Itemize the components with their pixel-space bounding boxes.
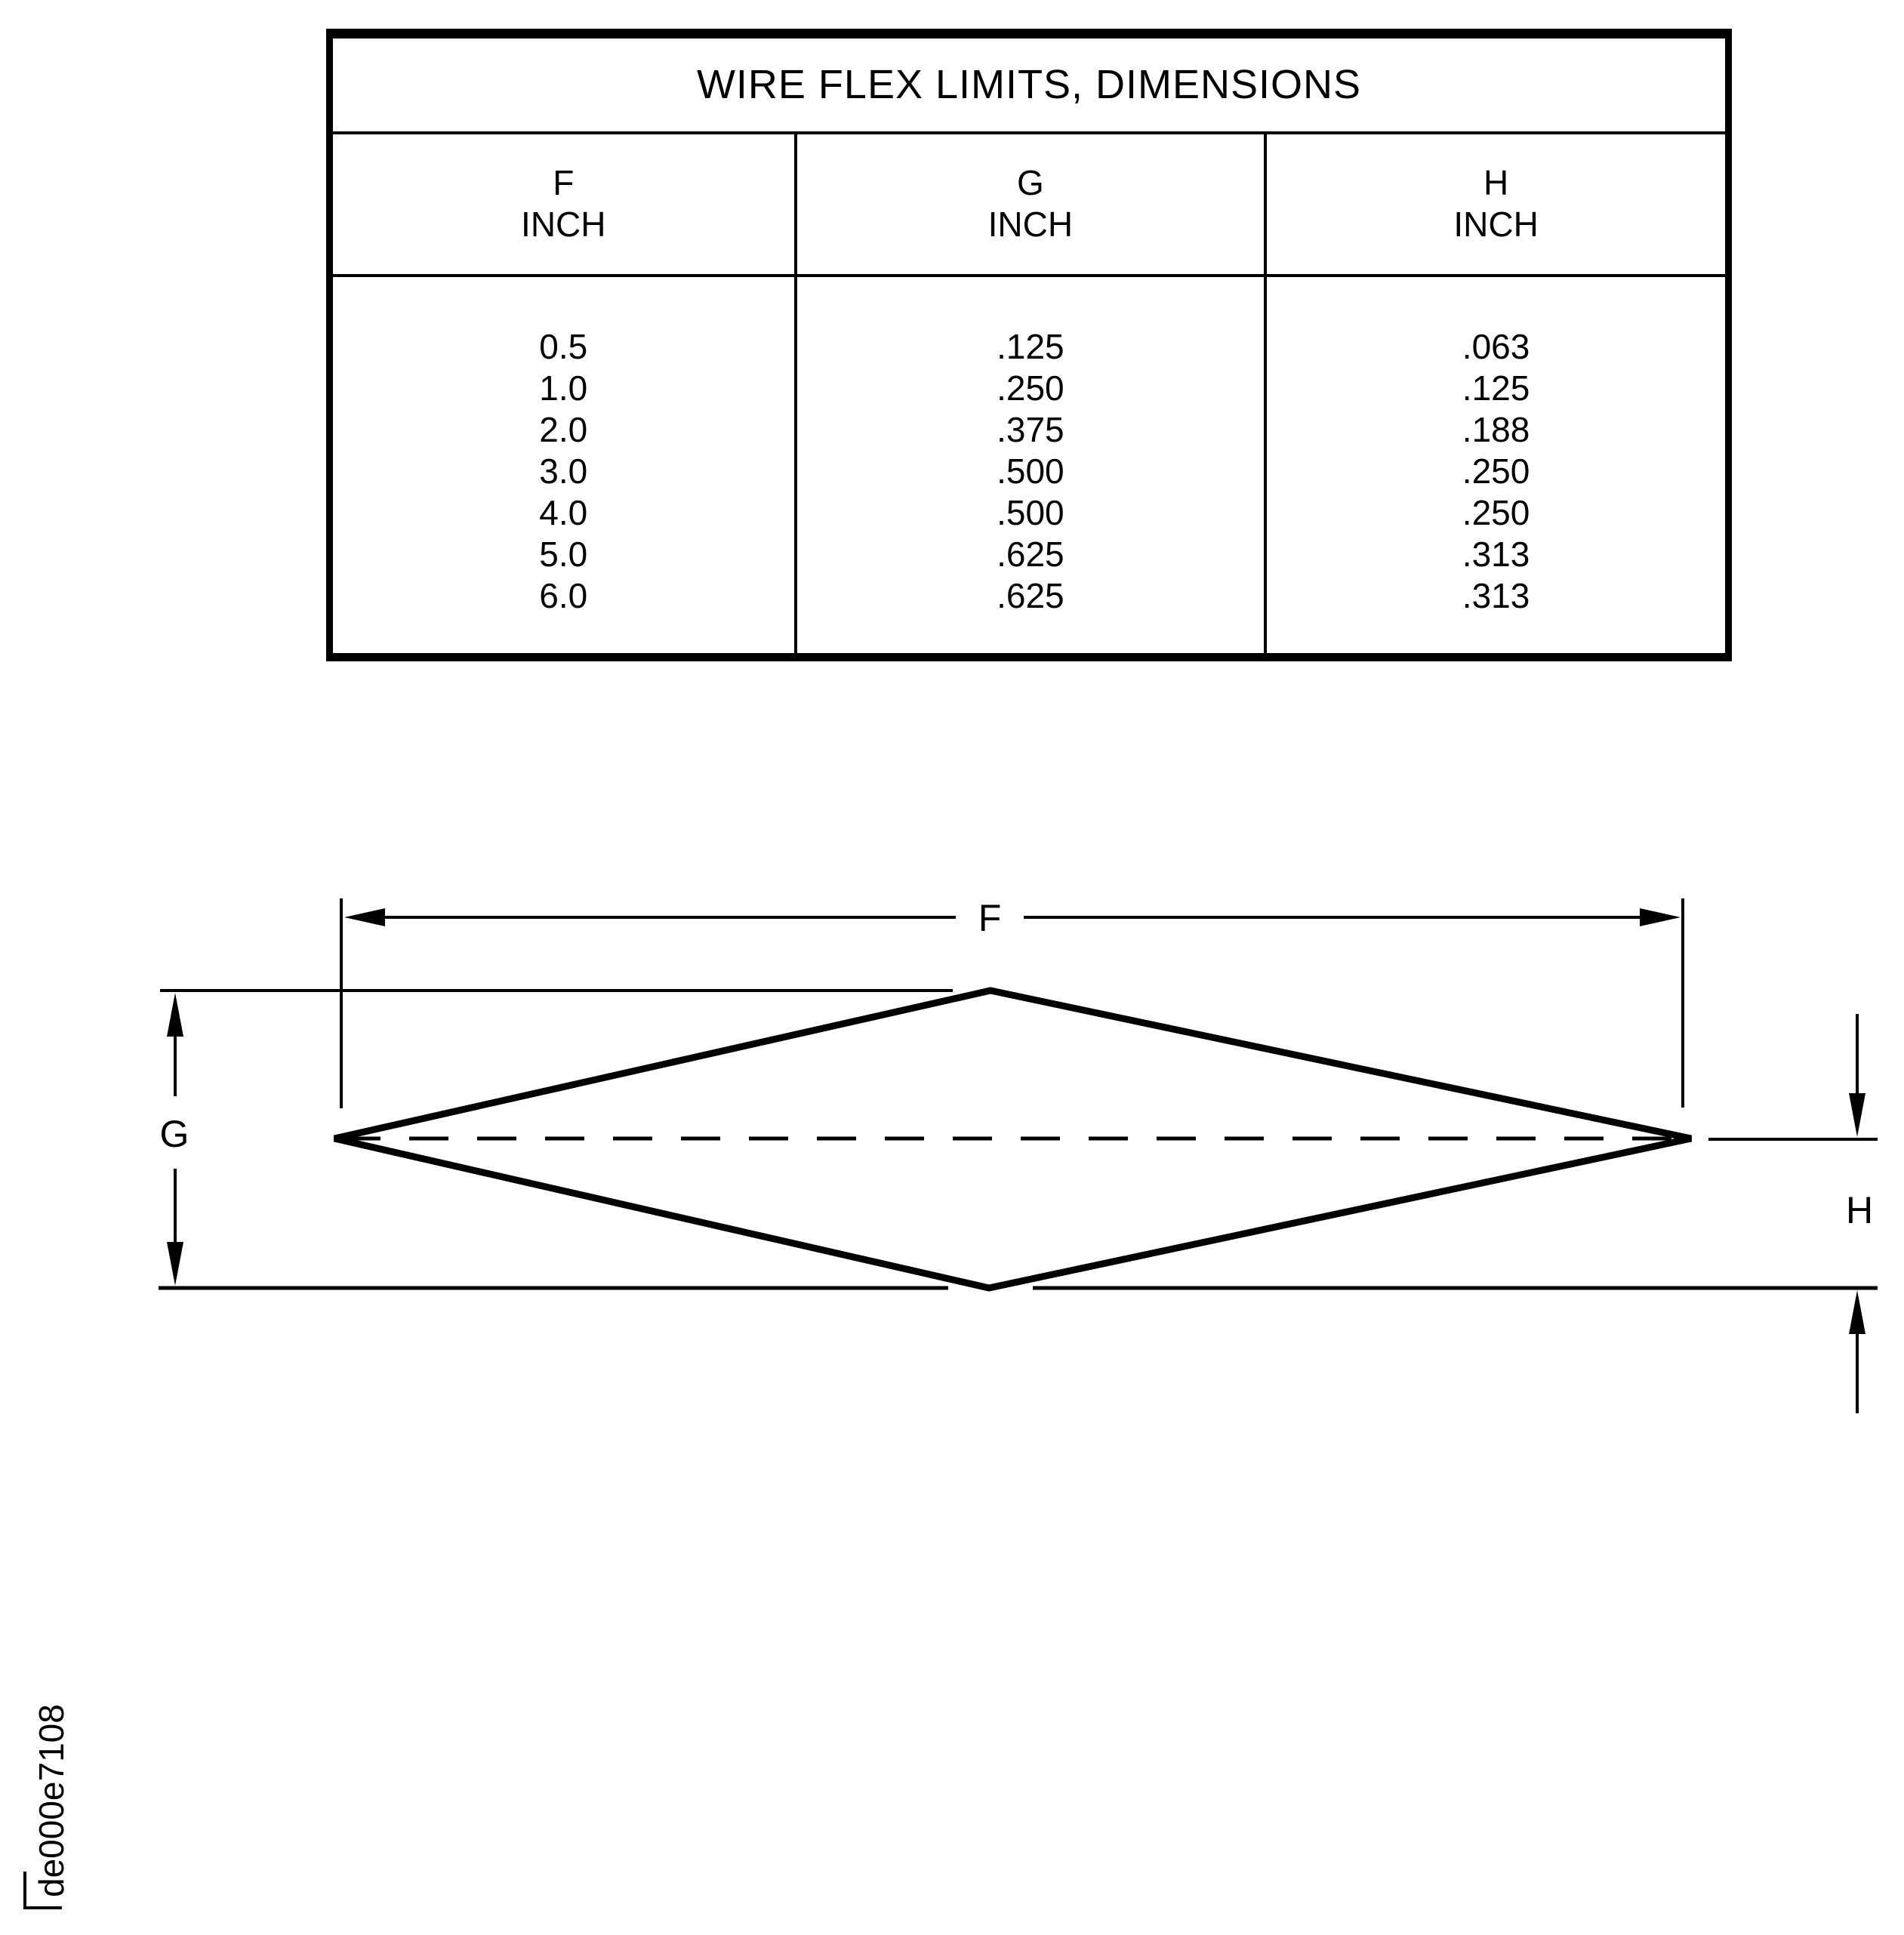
table-value: .250	[997, 368, 1064, 408]
column-letter: H	[1483, 163, 1509, 202]
column-unit: INCH	[521, 205, 606, 244]
column-letter: F	[553, 163, 575, 202]
f-arrowhead-left	[344, 908, 385, 926]
table-title: WIRE FLEX LIMITS, DIMENSIONS	[330, 34, 1729, 133]
table-value: .125	[997, 326, 1064, 366]
table-value: .250	[1462, 451, 1530, 491]
wire-flex-envelope-diamond	[334, 991, 1691, 1288]
document-code-vertical: de000e7108	[32, 1704, 71, 1897]
table-value: 2.0	[539, 409, 588, 449]
h-dimension-label: H	[1845, 1189, 1874, 1231]
g-arrowhead-up	[167, 993, 183, 1037]
table-value: 5.0	[539, 534, 588, 574]
table-value: .188	[1462, 409, 1530, 449]
table-value: .625	[997, 534, 1064, 574]
table-value: 6.0	[539, 575, 588, 615]
table-value: 0.5	[539, 326, 588, 366]
table-value: .375	[997, 409, 1064, 449]
h-arrowhead-up	[1849, 1290, 1865, 1334]
g-arrowhead-down	[167, 1242, 183, 1286]
table-value: 1.0	[539, 368, 588, 408]
table-value: .313	[1462, 575, 1530, 615]
column-unit: INCH	[987, 205, 1074, 244]
f-dimension-label: F	[978, 897, 1002, 939]
g-dimension-label: G	[159, 1113, 189, 1155]
h-arrowhead-down	[1849, 1093, 1865, 1137]
table-value: .625	[997, 575, 1064, 615]
table-value: .500	[997, 451, 1064, 491]
column-letter: G	[1016, 163, 1044, 202]
table-value: 3.0	[539, 451, 588, 491]
table-value: .313	[1462, 534, 1530, 574]
table-value: .063	[1462, 326, 1530, 366]
table-value: .500	[997, 492, 1064, 532]
table-value: .250	[1462, 492, 1530, 532]
f-arrowhead-right	[1640, 908, 1681, 926]
table-value: 4.0	[539, 492, 588, 532]
column-unit: INCH	[1453, 205, 1539, 244]
table-value: .125	[1462, 368, 1530, 408]
